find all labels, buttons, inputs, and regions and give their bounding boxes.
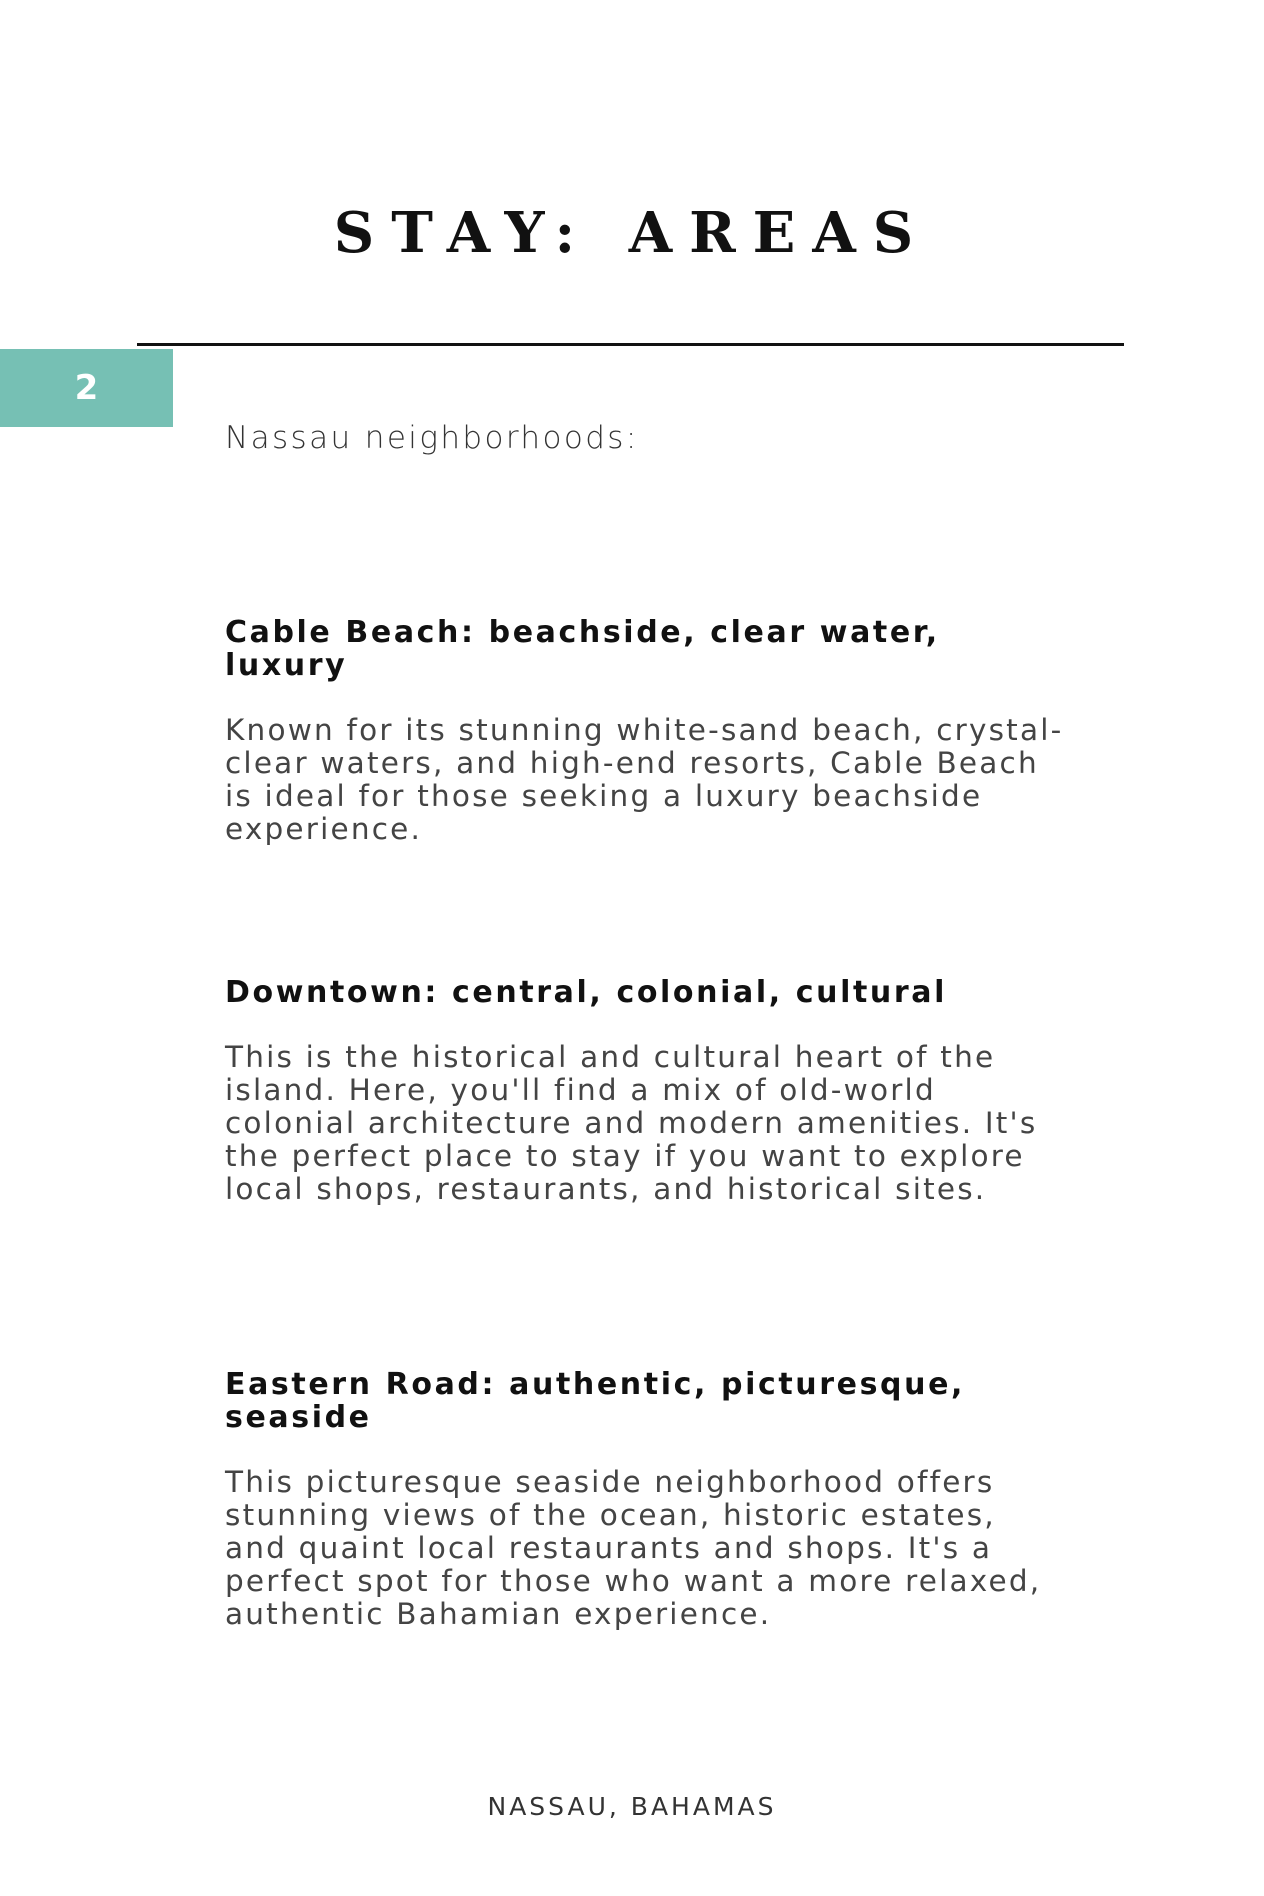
section-body: This is the historical and cultural heart of the island. Here, you'll find a mix of old-world colonial architecture and modern amenities. It's the perfect place to stay if you want to explore local shops, restaurants, and historical sites. — [225, 1040, 1038, 1206]
title-divider — [137, 343, 1124, 346]
page-number: 2 — [74, 368, 99, 408]
section-heading: Downtown: central, colonial, cultural — [225, 975, 947, 1010]
section-eastern-road — [225, 1368, 1065, 1631]
intro-text: Nassau neighborhoods: — [225, 420, 639, 456]
footer-location: NASSAU, BAHAMAS — [487, 1792, 777, 1821]
section-cable-beach — [225, 616, 1065, 846]
section-downtown — [225, 976, 1065, 1206]
section-heading: Cable Beach: beachside, clear water, luxury — [225, 615, 940, 683]
page-number-badge — [0, 349, 173, 427]
section-heading: Eastern Road: authentic, picturesque, seaside — [225, 1367, 966, 1435]
page-title: STAY: AREAS — [333, 200, 931, 266]
section-body: Known for its stunning white-sand beach, crystal-clear waters, and high-end resorts, Cable Beach is ideal for those seeking a luxury beachside experience. — [225, 713, 1064, 846]
section-body: This picturesque seaside neighborhood offers stunning views of the ocean, historic estates, and quaint local restaurants and shops. It's a perfect spot for those who want a more relaxed, authentic Bahamian experience. — [225, 1465, 1042, 1631]
